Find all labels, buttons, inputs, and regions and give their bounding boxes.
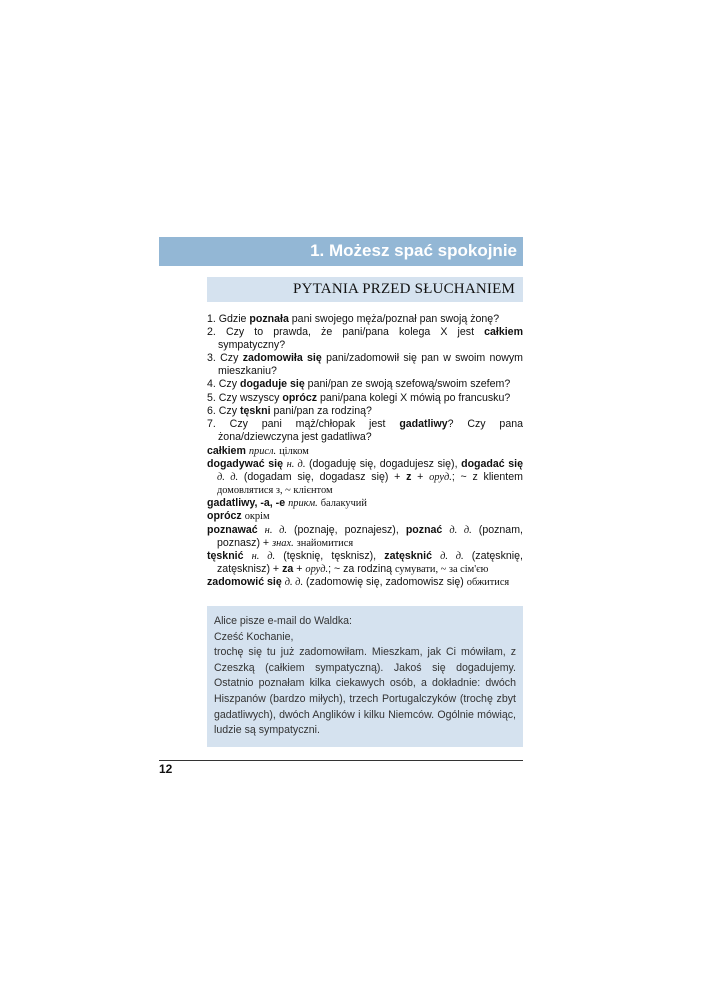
vocab-entry-oprocz: oprócz окрім (207, 510, 270, 523)
vocab-entry-gadatliwy: gadatliwy, -a, -e прикм. балакучий (207, 497, 367, 510)
question-item: 1. Gdzie poznała pani swojego męża/poznał pan swoją żonę? (207, 313, 500, 325)
question-item: 7. Czy pani mąż/chłopak jest gadatliwy? Czy pana żona/dziewczyna jest gadatliwa? (207, 417, 523, 443)
email-intro: Alice pisze e-mail do Waldka: (214, 615, 352, 627)
question-item: 2. Czy to prawda, że pani/pana kolega X jest całkiem sympatyczny? (207, 326, 523, 352)
questions-list (207, 313, 523, 444)
page-number: 12 (159, 762, 173, 776)
chapter-header-bar (159, 237, 523, 266)
vocab-entry-calkiem: całkiem присл. цілком (207, 445, 309, 457)
section-title: PYTANIA PRZED SŁUCHANIEM (293, 281, 515, 297)
question-item: 3. Czy zadomowiła się pani/zadomowił się pan w swoim nowym mieszkaniu? (207, 352, 524, 378)
email-greeting: Cześć Kochanie, (214, 630, 294, 643)
vocabulary-list (207, 445, 523, 589)
chapter-title: 1. Możesz spać spokojnie (310, 241, 517, 260)
email-box (207, 606, 523, 747)
email-body: trochę się tu już zadomowiłam. Mieszkam, jak Ci mówiłam, z Czeszką (całkiem sympatyczną). Jakoś się dogadujemy. Ostatnio poznałam kilka ciekawych osób, a dokładnie: dwóch Hiszpanów (bardzo miłych), trzech Portugalczyków (trochę zbyt gadatliwych), dwóch Anglików i kilku Niemców. Ogólnie mówiąc, ludzie są sympatyczni. (214, 646, 516, 737)
section-header-box (207, 277, 523, 302)
vocab-entry-dogadywac: dogadywać się н. д. (dogaduję się, dogadujesz się), dogadać się д. д. (dogadam się, dogadasz się) + z + оруд.; ~ z klientem домовлятися з, ~ клієнтом (207, 458, 523, 497)
question-item: 6. Czy tęskni pani/pan za rodziną? (207, 404, 372, 417)
question-item: 5. Czy wszyscy oprócz pani/pana kolegi X mówią po francusku? (207, 391, 511, 404)
vocab-entry-poznawac: poznawać н. д. (poznaję, poznajesz), poznać д. д. (poznam, poznasz) + знах. знайомитися (207, 523, 523, 549)
footer-rule (159, 760, 523, 761)
vocab-entry-zadomowic: zadomowić się д. д. (zadomowię się, zadomowisz się) обжитися (207, 575, 510, 588)
email-text (214, 614, 516, 739)
question-item: 4. Czy dogaduje się pani/pan ze swoją szefową/swoim szefem? (207, 378, 511, 391)
vocab-entry-tesknic: tęsknić н. д. (tęsknię, tęsknisz), zatęsknić д. д. (zatęsknię, zatęsknisz) + za + оруд.; ~ za rodziną сумувати, ~ за сім'єю (207, 549, 523, 575)
